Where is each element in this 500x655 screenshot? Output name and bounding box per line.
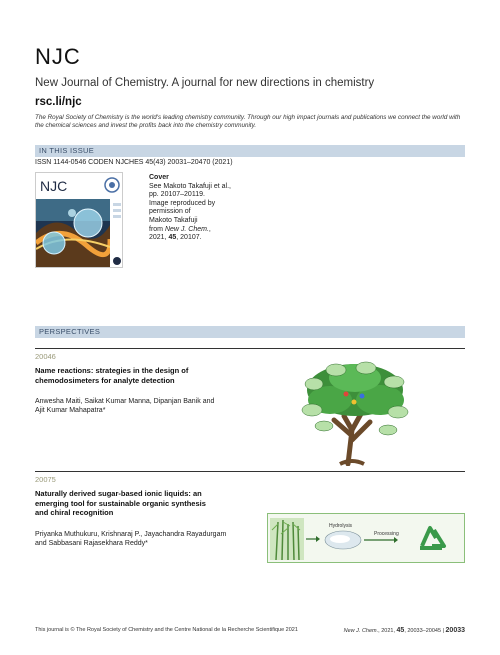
article-authors: Priyanka Muthukuru, Krishnaraj P., Jayachandra Rayadurgam and Sabbasani Rajasekhara Reddy* [35,531,227,547]
journal-title: NJC [35,44,81,69]
article-divider [35,471,465,472]
graphic-label-processing: Processing [374,531,399,537]
cover-image[interactable] [35,172,123,268]
cover-line: from New J. Chem., [149,225,211,233]
article-title[interactable]: Name reactions: strategies in the design of chemodosimeters for analyte detection [35,366,189,385]
footer-page-number: 20033 [445,627,465,634]
article-page-number[interactable]: 20046 [35,352,56,361]
cover-line: See Makoto Takafuji et al., [149,182,231,190]
graphic-label-hydrolysis: Hydrolysis [329,523,353,529]
cover-line: pp. 20107–20119. [149,191,205,199]
cover-line: Makoto Takafuji [149,216,198,224]
cover-caption [149,174,269,243]
cover-line: permission of [149,208,191,216]
cover-logo: NJC [40,178,68,194]
journal-intro: The Royal Society of Chemistry is the world's leading chemistry community. Through our high impact journals and publications we connect the world with the chemical sciences and invest the profits back into the chemistry community. [35,114,461,129]
journal-subtitle: New Journal of Chemistry. A journal for new directions in chemistry [35,77,375,89]
cover-artwork [36,173,123,268]
cover-line: Image reproduced by [149,199,216,207]
article-authors: Anwesha Maiti, Saikat Kumar Manna, Dipanjan Banik and Ajit Kumar Mahapatra* [35,398,215,414]
article-page-number[interactable]: 20075 [35,475,56,484]
page-footer [35,627,465,633]
in-this-issue-bar: IN THIS ISSUE [35,145,465,157]
journal-link[interactable]: rsc.li/njc [35,96,82,108]
footer-copyright: This journal is © The Royal Society of Chemistry and the Centre National de la Recherche Scientifique 2021 [35,627,298,633]
cover-heading: Cover [149,174,169,181]
perspectives-bar: PERSPECTIVES [35,326,465,338]
article-title[interactable]: Naturally derived sugar-based ionic liquids: an emerging tool for sustainable organic synthesis and chiral recognition [35,489,206,517]
issn-line: ISSN 1144-0546 CODEN NJCHES 45(43) 20031–20470 (2021) [35,159,233,166]
sugar-process-graphic [267,513,465,563]
tree-graphic [300,360,410,466]
article-divider [35,348,465,349]
footer-citation: New J. Chem., 2021, 45, 20033–20045 | 20033 [343,627,465,634]
cover-line: 2021, 45, 20107. [149,234,202,242]
